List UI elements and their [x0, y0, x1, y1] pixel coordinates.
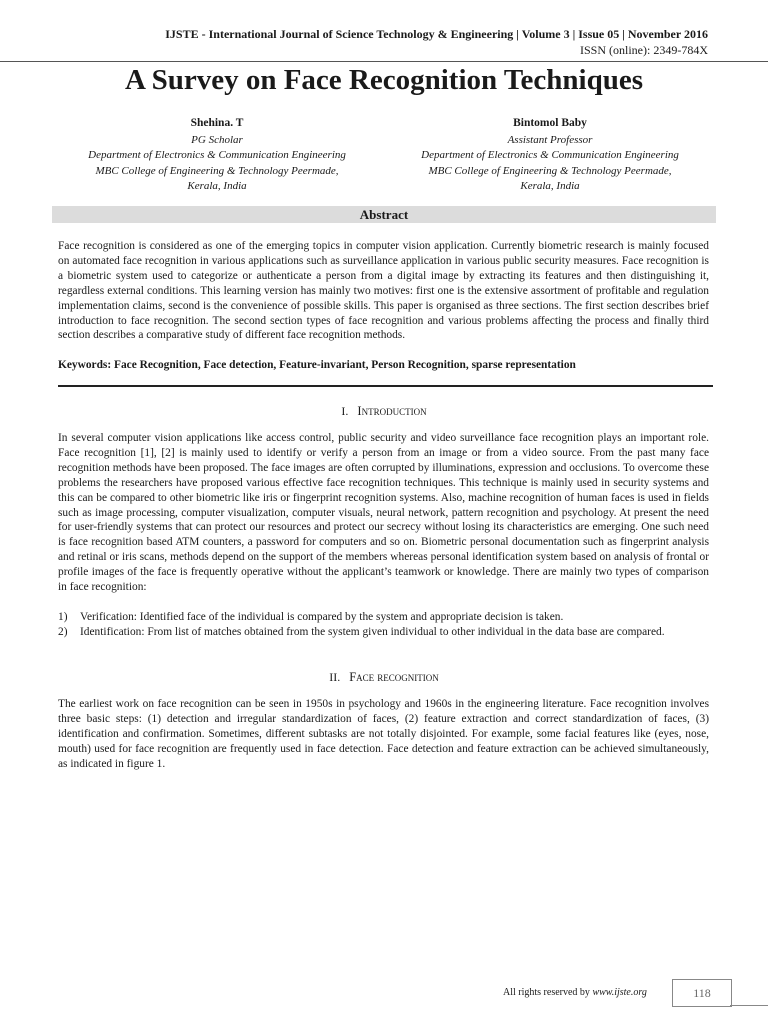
paper-title: A Survey on Face Recognition Techniques — [124, 64, 644, 96]
abstract-heading: Abstract — [52, 206, 716, 223]
abstract-text: Face recognition is considered as one of the emerging topics in computer vision application. Currently biometric research is mainly focused on automated face recognition in various applications such as surveillance application in various public security measures. Face recognition is a biometric system used to categorize or authenticate a person from a digital image by extracting its features and then distinguishing it, regardless external conditions. This learning version has mainly two motives: first one is the extensive assortment of profitable and regulation implementation claims, second is the convenience of possible skills. This paper is organised as three sections. The first section describes brief introduction to face recognition. The second section types of face recognition and various problems affecting the process and finally third section describes a comparative study of different face recognition methods. — [58, 240, 709, 342]
face-recognition-text: The earliest work on face recognition can be seen in 1950s in psychology and 1960s in the engineering literature. Face recognition involves three basic steps: (1) detection and irregular standardization of faces, (2) feature extraction and correct standardization of faces, (3) identification and confirmation. Sometimes, different subtasks are not totally disjointed. For example, some facial features like (eyes, nose, mouth) used for face recognition are frequently used in face detection. Face detection and feature extraction can be achieved simultaneously, as indicated in figure 1. — [58, 698, 709, 770]
comparison-list — [58, 610, 709, 640]
list-item-number: 2) — [58, 625, 68, 638]
footer-rights — [503, 987, 647, 998]
author-department: Department of Electronics & Communication Engineering — [421, 149, 679, 161]
list-item-text: Identification: From list of matches obtained from the system given individual to other individual in the data base are compared. — [80, 625, 665, 638]
author-role: PG Scholar — [191, 133, 243, 146]
author-block-1 — [62, 116, 372, 195]
journal-header: IJSTE - International Journal of Science Technology & Engineering | Volume 3 | Issue 05 | November 2016 — [165, 27, 708, 41]
author-name: Shehina. T — [190, 117, 244, 129]
author-role: Assistant Professor — [507, 133, 593, 146]
rights-text: All rights reserved by — [503, 987, 590, 998]
issn-line: ISSN (online): 2349-784X — [580, 43, 708, 57]
section-number: I. — [341, 404, 349, 418]
section-title: Introduction — [357, 404, 427, 418]
introduction-text: In several computer vision applications like access control, public security and video surveillance face recognition plays an important role. Face recognition [1], [2] is mainly used to identify or verify a person from an image or from a video source. From the past many face recognition methods have been proposed. The face images are often corrupted by illuminations, expression and occlusions. To overcome these problems the researchers have proposed various effective face recognition techniques. This technique is mainly used in security systems and this can be compared to other biometric like iris or fingerprint recognition systems. Also, machine recognition of human faces is used in fields such as image processing, computer visualization, computer visuals, neural network, pattern recognition and psychology. At present the need for user-friendly systems that can protect our resources and protect our secrecy without losing its characteristics are emerging. One such need is face recognition based ATM counters, a password for computers and so on. Biometric personal documentation such as fingerprint analysis and retinal or iris scans, methods depend on the support of the members whereas personal identification system based on analysis of frontal or profile images of the face is frequently operative without the applicant’s teamwork or knowledge. There are mainly two types of comparison in face recognition: — [58, 432, 709, 594]
author-department: Department of Electronics & Communication Engineering — [88, 149, 346, 161]
author-college: MBC College of Engineering & Technology Peermade, — [95, 164, 339, 177]
website-link[interactable]: www.ijste.org — [592, 987, 647, 998]
section-number: II. — [329, 670, 341, 684]
author-location: Kerala, India — [520, 180, 580, 192]
header-rule — [0, 61, 768, 62]
list-item — [58, 610, 709, 625]
author-college: MBC College of Engineering & Technology Peermade, — [428, 164, 672, 177]
section-heading-introduction — [0, 404, 768, 419]
author-name: Bintomol Baby — [513, 117, 587, 129]
page-number: 118 — [672, 979, 732, 1007]
list-item — [58, 625, 709, 640]
list-item-number: 1) — [58, 611, 68, 623]
page-number-rule — [730, 1005, 768, 1006]
author-location: Kerala, India — [187, 180, 247, 192]
section-heading-face-recognition — [0, 670, 768, 685]
keywords-rule — [58, 385, 713, 387]
section-title: Face recognition — [349, 670, 439, 684]
keywords-line: Keywords: Face Recognition, Face detection, Feature-invariant, Person Recognition, sparse representation — [58, 359, 576, 371]
list-item-text: Verification: Identified face of the individual is compared by the system and appropriate decision is taken. — [80, 611, 564, 623]
author-block-2 — [395, 116, 705, 195]
